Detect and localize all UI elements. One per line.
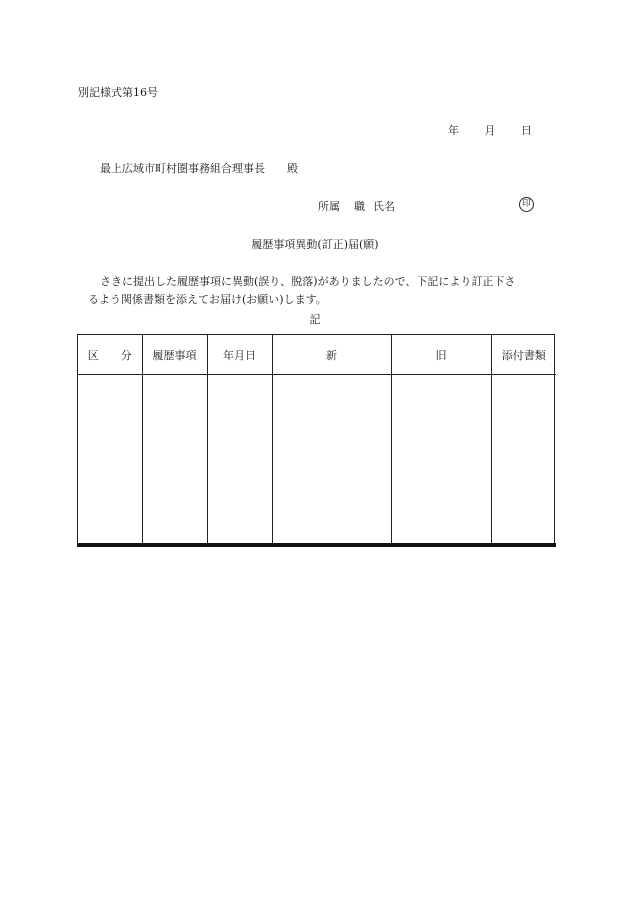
column-header-date: 年月日 <box>207 335 272 375</box>
date-day-label: 日 <box>521 124 532 137</box>
date-month-label: 月 <box>484 124 496 137</box>
addressee <box>100 160 298 176</box>
table-row <box>78 375 556 545</box>
date-year-label: 年 <box>448 124 459 137</box>
column-header-category: 区 分 <box>78 335 142 375</box>
column-header-history-item: 履歴事項 <box>142 335 207 375</box>
body-text <box>88 273 558 309</box>
column-header-attachments: 添付書類 <box>491 335 556 375</box>
affiliation-label: 所属 <box>318 200 340 213</box>
column-header-new: 新 <box>272 335 391 375</box>
document-title: 履歴事項異動(訂正)届(願) <box>251 238 379 251</box>
column-header-old: 旧 <box>391 335 491 375</box>
addressee-name: 最上広域市町村圏事務組合理事長 <box>100 162 265 175</box>
cell-date[interactable] <box>207 375 272 545</box>
applicant-line <box>318 198 395 214</box>
seal-mark: 印 <box>519 197 534 212</box>
date-line <box>448 122 532 138</box>
ki-heading: 記 <box>309 313 321 326</box>
body-line-1: さきに提出した履歴事項に異動(誤り、脱落)がありましたので、下記により訂正下さ <box>100 275 516 288</box>
name-label: 氏名 <box>373 200 395 213</box>
form-number: 別記様式第16号 <box>78 86 158 99</box>
cell-category[interactable] <box>78 375 142 545</box>
body-line-2: るよう関係書類を添えてお届け(お願い)します。 <box>88 293 327 306</box>
table-header-row <box>78 335 556 375</box>
cell-old[interactable] <box>391 375 491 545</box>
table-bottom-rule <box>77 543 556 547</box>
record-table <box>77 334 555 543</box>
cell-new[interactable] <box>272 375 391 545</box>
addressee-honorific: 殿 <box>287 162 298 175</box>
record-table-grid <box>78 335 556 544</box>
cell-history-item[interactable] <box>142 375 207 545</box>
position-label: 職 <box>354 200 365 213</box>
cell-attachments[interactable] <box>491 375 556 545</box>
